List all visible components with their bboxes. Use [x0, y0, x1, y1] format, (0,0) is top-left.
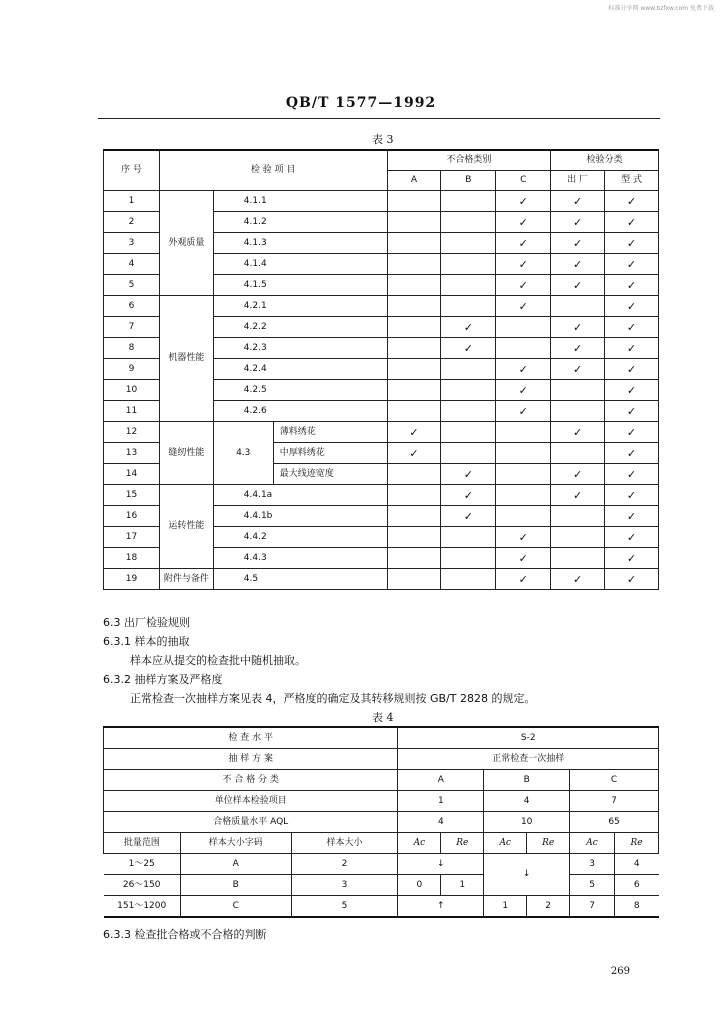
ac-cell: 7	[570, 896, 615, 918]
section-6-3-1-text: 样本应从提交的检查批中随机抽取。	[130, 654, 306, 667]
check-cell: ✓	[605, 569, 659, 590]
check-cell: ✓	[496, 275, 551, 296]
standard-number-header: QB/T 1577—1992	[285, 95, 437, 111]
arrow-down-a: ↓	[398, 854, 484, 875]
re-b-header: Re	[527, 833, 570, 854]
check-cell	[551, 380, 605, 401]
group-label: 附件与备件	[159, 569, 213, 590]
sewing-clause: 4.3	[213, 422, 273, 485]
ac-cell: 5	[570, 875, 615, 896]
clause-number: 4.4.1a	[213, 485, 387, 506]
check-cell	[441, 212, 496, 233]
group-label: 外观质量	[159, 191, 213, 296]
sampling-plan-table	[103, 726, 659, 918]
clause-number: 4.2.3	[213, 338, 387, 359]
check-cell	[441, 443, 496, 464]
clause-number: 4.1.3	[213, 233, 387, 254]
sample-size-cell: 5	[291, 896, 398, 918]
lot-range-cell: 151～1200	[104, 896, 181, 918]
aql-a: 4	[398, 812, 484, 833]
table3-caption: 表 3	[372, 133, 394, 146]
check-cell	[496, 422, 551, 443]
row-number: 18	[104, 548, 160, 569]
check-cell: ✓	[605, 296, 659, 317]
check-cell: ✓	[496, 401, 551, 422]
clause-number: 4.4.3	[213, 548, 387, 569]
unit-items-b: 4	[484, 791, 570, 812]
check-cell: ✓	[605, 317, 659, 338]
check-cell: ✓	[605, 359, 659, 380]
row-number: 15	[104, 485, 160, 506]
row-number: 1	[104, 191, 160, 212]
item-header: 检 验 项 目	[159, 150, 387, 191]
check-cell: ✓	[605, 485, 659, 506]
check-cell	[387, 548, 441, 569]
class-a-header: A	[398, 770, 484, 791]
check-cell: ✓	[605, 275, 659, 296]
check-cell: ✓	[605, 548, 659, 569]
check-cell	[441, 296, 496, 317]
check-cell	[441, 401, 496, 422]
check-cell	[387, 338, 441, 359]
lot-range-cell: 1～25	[104, 854, 181, 875]
check-cell	[496, 338, 551, 359]
lot-range-header: 批量范围	[104, 833, 181, 854]
re-cell: 2	[527, 896, 570, 918]
watermark: 标准分享网 www.bzfxw.com 免费下载	[608, 5, 714, 12]
check-cell	[387, 506, 441, 527]
row-number: 4	[104, 254, 160, 275]
ac-b-header: Ac	[484, 833, 527, 854]
arrow-down-b: ↓	[484, 854, 570, 896]
check-cell	[441, 275, 496, 296]
check-cell: ✓	[605, 212, 659, 233]
group-label: 缝纫性能	[159, 422, 213, 485]
aql-c: 65	[570, 812, 659, 833]
re-cell: 8	[615, 896, 659, 918]
row-number: 12	[104, 422, 160, 443]
insp-class-header: 检验分类	[551, 150, 659, 171]
seq-header: 序 号	[104, 150, 160, 191]
sample-code-cell: A	[180, 854, 291, 875]
check-cell: ✓	[551, 254, 605, 275]
table-row	[104, 296, 659, 317]
class-b-header: B	[484, 770, 570, 791]
table-row	[104, 569, 659, 590]
check-cell	[387, 485, 441, 506]
row-number: 10	[104, 380, 160, 401]
row-number: 17	[104, 527, 160, 548]
check-cell	[496, 443, 551, 464]
check-cell	[387, 254, 441, 275]
check-cell	[387, 380, 441, 401]
group-label: 运转性能	[159, 485, 213, 569]
inspection-level-label: 检 查 水 平	[104, 727, 398, 749]
check-cell	[496, 485, 551, 506]
group-label: 机器性能	[159, 296, 213, 422]
fail-class-header: 不合格类别	[387, 150, 551, 171]
check-cell	[387, 401, 441, 422]
table4-caption: 表 4	[372, 711, 394, 724]
check-cell: ✓	[551, 338, 605, 359]
check-cell	[551, 443, 605, 464]
check-cell: ✓	[605, 380, 659, 401]
re-a-header: Re	[441, 833, 484, 854]
clause-number: 4.2.6	[213, 401, 387, 422]
sample-size-cell: 3	[291, 875, 398, 896]
clause-number: 4.1.1	[213, 191, 387, 212]
sewing-subitem: 中厚料绣花	[273, 443, 387, 464]
check-cell: ✓	[605, 401, 659, 422]
arrow-up-a: ↑	[398, 896, 484, 918]
ac-cell: 0	[398, 875, 441, 896]
sample-size-cell: 2	[291, 854, 398, 875]
check-cell: ✓	[551, 317, 605, 338]
factory-header: 出 厂	[551, 171, 605, 191]
unit-items-a: 1	[398, 791, 484, 812]
check-cell	[551, 527, 605, 548]
re-cell: 6	[615, 875, 659, 896]
row-number: 5	[104, 275, 160, 296]
check-cell: ✓	[441, 506, 496, 527]
check-cell	[551, 296, 605, 317]
clause-number: 4.1.2	[213, 212, 387, 233]
nonconformity-class-label: 不 合 格 分 类	[104, 770, 398, 791]
check-cell	[387, 233, 441, 254]
check-cell: ✓	[496, 527, 551, 548]
check-cell: ✓	[496, 191, 551, 212]
check-cell	[496, 464, 551, 485]
clause-number: 4.4.2	[213, 527, 387, 548]
sample-size-header: 样本大小	[291, 833, 398, 854]
row-number: 14	[104, 464, 160, 485]
section-6-3-3-heading: 6.3.3 检查批合格或不合格的判断	[103, 928, 267, 941]
check-cell	[441, 527, 496, 548]
table-row	[104, 191, 659, 212]
sample-code-cell: C	[180, 896, 291, 918]
row-number: 13	[104, 443, 160, 464]
inspection-level-value: S-2	[398, 727, 659, 749]
check-cell: ✓	[551, 212, 605, 233]
ac-a-header: Ac	[398, 833, 441, 854]
check-cell: ✓	[551, 275, 605, 296]
check-cell	[441, 233, 496, 254]
check-cell: ✓	[605, 254, 659, 275]
row-number: 8	[104, 338, 160, 359]
clause-number: 4.1.5	[213, 275, 387, 296]
check-cell: ✓	[605, 443, 659, 464]
check-cell: ✓	[496, 569, 551, 590]
clause-number: 4.2.2	[213, 317, 387, 338]
check-cell: ✓	[496, 359, 551, 380]
check-cell: ✓	[605, 422, 659, 443]
re-cell: 4	[615, 854, 659, 875]
re-cell: 1	[441, 875, 484, 896]
ac-cell: 3	[570, 854, 615, 875]
unit-items-label: 单位样本检验项目	[104, 791, 398, 812]
re-c-header: Re	[615, 833, 659, 854]
clause-number: 4.4.1b	[213, 506, 387, 527]
section-6-3-2-heading: 6.3.2 抽样方案及严格度	[103, 673, 223, 686]
sewing-subitem: 最大线迹宽度	[273, 464, 387, 485]
class-c-header: C	[570, 770, 659, 791]
type-header: 型 式	[605, 171, 659, 191]
check-cell	[387, 191, 441, 212]
check-cell: ✓	[496, 296, 551, 317]
check-cell: ✓	[551, 422, 605, 443]
clause-number: 4.1.4	[213, 254, 387, 275]
check-cell: ✓	[605, 338, 659, 359]
check-cell	[441, 359, 496, 380]
class-b-header: B	[441, 171, 496, 191]
inspection-items-table	[103, 149, 659, 590]
clause-number: 4.5	[213, 569, 387, 590]
check-cell	[551, 548, 605, 569]
row-number: 2	[104, 212, 160, 233]
check-cell: ✓	[496, 548, 551, 569]
row-number: 9	[104, 359, 160, 380]
check-cell	[441, 548, 496, 569]
check-cell: ✓	[441, 317, 496, 338]
clause-number: 4.2.5	[213, 380, 387, 401]
check-cell	[387, 359, 441, 380]
check-cell: ✓	[441, 338, 496, 359]
page-number: 269	[610, 966, 630, 977]
check-cell	[441, 569, 496, 590]
check-cell: ✓	[441, 485, 496, 506]
table-row	[104, 485, 659, 506]
aql-label: 合格质量水平 AQL	[104, 812, 398, 833]
check-cell	[387, 569, 441, 590]
check-cell: ✓	[441, 464, 496, 485]
check-cell: ✓	[551, 359, 605, 380]
check-cell: ✓	[605, 506, 659, 527]
sample-code-header: 样本大小字码	[180, 833, 291, 854]
unit-items-c: 7	[570, 791, 659, 812]
row-number: 7	[104, 317, 160, 338]
ac-c-header: Ac	[570, 833, 615, 854]
section-6-3-1-heading: 6.3.1 样本的抽取	[103, 635, 190, 648]
table-row	[104, 422, 659, 443]
check-cell: ✓	[605, 233, 659, 254]
check-cell	[551, 401, 605, 422]
class-a-header: A	[387, 171, 441, 191]
header-rule	[98, 118, 660, 119]
check-cell: ✓	[605, 464, 659, 485]
section-6-3-heading: 6.3 出厂检验规则	[103, 616, 190, 629]
check-cell	[441, 422, 496, 443]
check-cell: ✓	[605, 527, 659, 548]
ac-cell: 1	[484, 896, 527, 918]
check-cell	[387, 317, 441, 338]
row-number: 6	[104, 296, 160, 317]
check-cell: ✓	[387, 443, 441, 464]
check-cell	[496, 506, 551, 527]
check-cell	[387, 464, 441, 485]
row-number: 19	[104, 569, 160, 590]
check-cell: ✓	[387, 422, 441, 443]
sampling-scheme-value: 正常检查一次抽样	[398, 749, 659, 770]
check-cell	[441, 254, 496, 275]
lot-range-cell: 26～150	[104, 875, 181, 896]
check-cell: ✓	[496, 212, 551, 233]
check-cell	[387, 275, 441, 296]
check-cell: ✓	[496, 233, 551, 254]
row-number: 11	[104, 401, 160, 422]
check-cell	[441, 380, 496, 401]
check-cell	[387, 296, 441, 317]
check-cell: ✓	[496, 254, 551, 275]
check-cell: ✓	[551, 569, 605, 590]
check-cell: ✓	[551, 233, 605, 254]
check-cell: ✓	[551, 191, 605, 212]
check-cell: ✓	[551, 464, 605, 485]
row-number: 16	[104, 506, 160, 527]
sewing-subitem: 薄料绣花	[273, 422, 387, 443]
check-cell	[387, 212, 441, 233]
check-cell: ✓	[496, 380, 551, 401]
check-cell	[551, 506, 605, 527]
clause-number: 4.2.1	[213, 296, 387, 317]
check-cell	[387, 527, 441, 548]
clause-number: 4.2.4	[213, 359, 387, 380]
check-cell: ✓	[605, 191, 659, 212]
check-cell	[441, 191, 496, 212]
row-number: 3	[104, 233, 160, 254]
class-c-header: C	[496, 171, 551, 191]
aql-b: 10	[484, 812, 570, 833]
sampling-scheme-label: 抽 样 方 案	[104, 749, 398, 770]
check-cell	[496, 317, 551, 338]
section-6-3-2-text: 正常检查一次抽样方案见表 4，严格度的确定及其转移规则按 GB/T 2828 的规定。	[130, 692, 536, 705]
check-cell: ✓	[551, 485, 605, 506]
sample-code-cell: B	[180, 875, 291, 896]
